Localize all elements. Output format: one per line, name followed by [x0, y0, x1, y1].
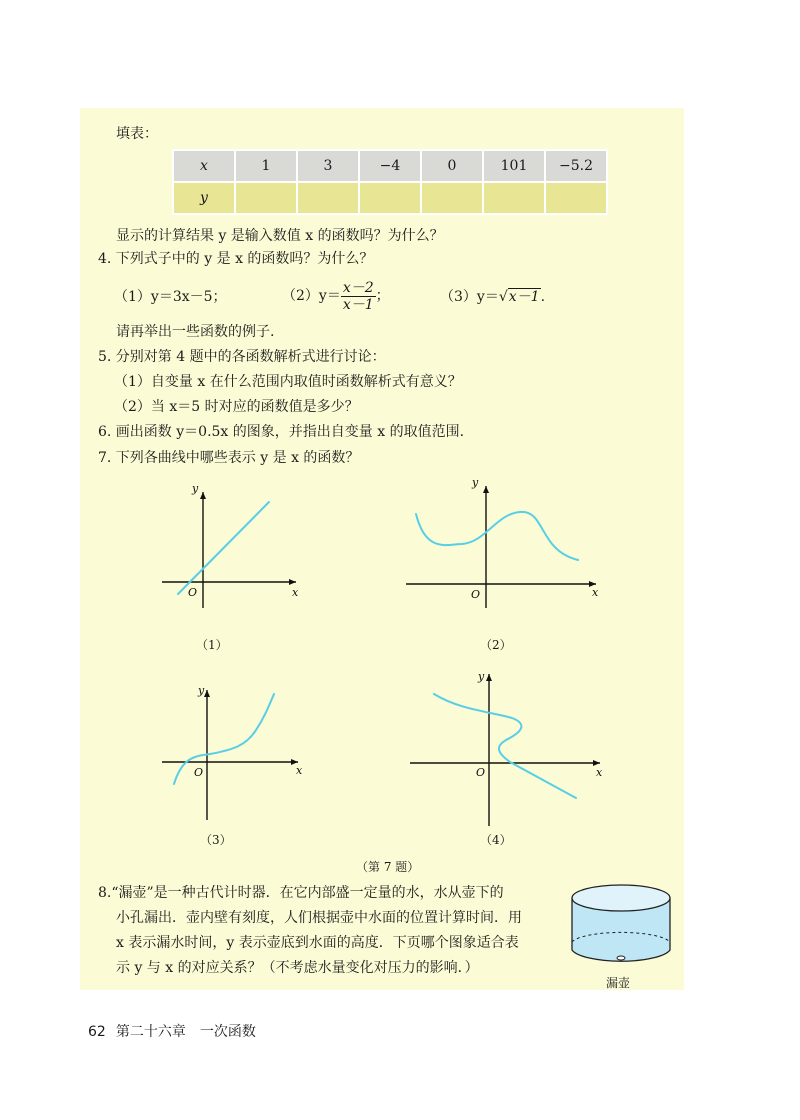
q4-item-2-label: （2）	[282, 288, 319, 304]
table-cell-empty	[297, 182, 359, 214]
table-row-y	[173, 182, 607, 214]
graph-2	[400, 478, 605, 608]
q4-item-1	[114, 288, 227, 306]
table-intro: 填表：	[116, 126, 158, 142]
table-cell-empty	[545, 182, 607, 214]
fraction-numerator: x－2	[342, 279, 374, 296]
table-cell: 101	[483, 150, 545, 182]
table-cell-empty	[421, 182, 483, 214]
y-axis-arrow	[483, 486, 489, 493]
x-axis-label: x	[292, 586, 299, 599]
y-axis-arrow	[204, 690, 210, 697]
table-cell: −4	[359, 150, 421, 182]
figure-caption: （第 7 题）	[356, 860, 420, 874]
sqrt-radicand: x－1	[508, 289, 540, 305]
page-number: 62	[88, 1024, 106, 1040]
graph-1-caption: （1）	[196, 638, 228, 652]
y-axis-label: y	[192, 482, 199, 495]
curve-wave	[416, 512, 578, 560]
q4-item-3-lhs: y＝	[476, 289, 499, 305]
q4-item-2-lhs: y＝	[318, 288, 341, 304]
q4-item-1-expr: y＝3x－5；	[150, 289, 227, 305]
q7-stem: 7. 下列各曲线中哪些表示 y 是 x 的函数？	[98, 450, 360, 466]
table-row-x	[173, 150, 607, 182]
q4-item-1-label: （1）	[114, 289, 151, 305]
graph-4-caption: （4）	[480, 833, 512, 847]
origin-label: O	[188, 586, 198, 599]
graph-3	[150, 676, 320, 826]
sqrt-sign: √	[498, 289, 508, 305]
table-cell: 0	[421, 150, 483, 182]
q5-sub-2: （2）当 x＝5 时对应的函数值是多少？	[114, 399, 359, 415]
q5-sub-1: （1）自变量 x 在什么范围内取值时函数解析式有意义？	[114, 374, 462, 390]
y-axis-arrow	[200, 492, 206, 499]
q4-item-2	[282, 278, 390, 314]
x-axis-arrow	[289, 579, 296, 585]
q4-item-3-label: （3）	[440, 289, 477, 305]
graph-2-caption: （2）	[480, 638, 512, 652]
q8-line-3: x 表示漏水时间，y 表示壶底到水面的高度．下页哪个图象适合表	[116, 935, 519, 951]
x-axis-label: x	[596, 766, 603, 779]
y-axis-label: y	[472, 478, 479, 489]
fraction-denominator: x－1	[342, 296, 374, 313]
q4-item-2-end: ；	[375, 288, 390, 304]
q6-text: 6. 画出函数 y＝0.5x 的图象，并指出自变量 x 的取值范围.	[98, 424, 465, 440]
table-cell-empty	[483, 182, 545, 214]
q8-line-4: 示 y 与 x 的对应关系？（不考虑水量变化对压力的影响．）	[116, 960, 479, 976]
q4-item-2-fraction	[341, 280, 376, 313]
y-axis-label: y	[478, 670, 485, 683]
y-axis-label: y	[198, 684, 205, 697]
table-cell-empty	[235, 182, 297, 214]
origin-label: O	[194, 766, 204, 779]
chapter-title: 第二十六章 一次函数	[115, 1024, 256, 1040]
q4-item-3-end: .	[540, 289, 546, 305]
q4-item-3	[440, 288, 545, 306]
table-y-label: y	[173, 182, 235, 214]
y-axis-arrow	[486, 674, 492, 681]
table-cell: −5.2	[545, 150, 607, 182]
table-cell: 1	[235, 150, 297, 182]
q4-extra: 请再举出一些函数的例子.	[116, 324, 275, 340]
q8-line-1: 8.“漏壶”是一种古代计时器．在它内部盛一定量的水，水从壶下的	[98, 885, 504, 901]
origin-label: O	[476, 766, 486, 779]
x-axis-label: x	[592, 586, 599, 599]
table-cell: 3	[297, 150, 359, 182]
water-clock-icon	[562, 878, 674, 970]
q3-follow-text: 显示的计算结果 y 是输入数值 x 的函数吗？为什么？	[116, 228, 444, 244]
graph-3-caption: （3）	[200, 833, 232, 847]
curve-s-shape	[434, 694, 576, 798]
graph-4	[400, 666, 610, 826]
table-x-label: x	[173, 150, 235, 182]
origin-label: O	[471, 588, 481, 601]
water-clock-label: 漏壶	[606, 976, 631, 990]
q8-line-2: 小孔漏出．壶内壁有刻度，人们根据壶中水面的位置计算时间．用	[116, 910, 522, 926]
graph-1	[150, 478, 320, 608]
page-footer	[88, 1021, 256, 1041]
curve-line	[178, 502, 269, 594]
curve-increasing	[174, 694, 274, 784]
q4-stem: 4. 下列式子中的 y 是 x 的函数吗？为什么？	[98, 251, 374, 267]
table-cell-empty	[359, 182, 421, 214]
x-axis-label: x	[296, 764, 303, 777]
q5-stem: 5. 分别对第 4 题中的各函数解析式进行讨论：	[98, 349, 386, 365]
value-table	[172, 149, 608, 215]
